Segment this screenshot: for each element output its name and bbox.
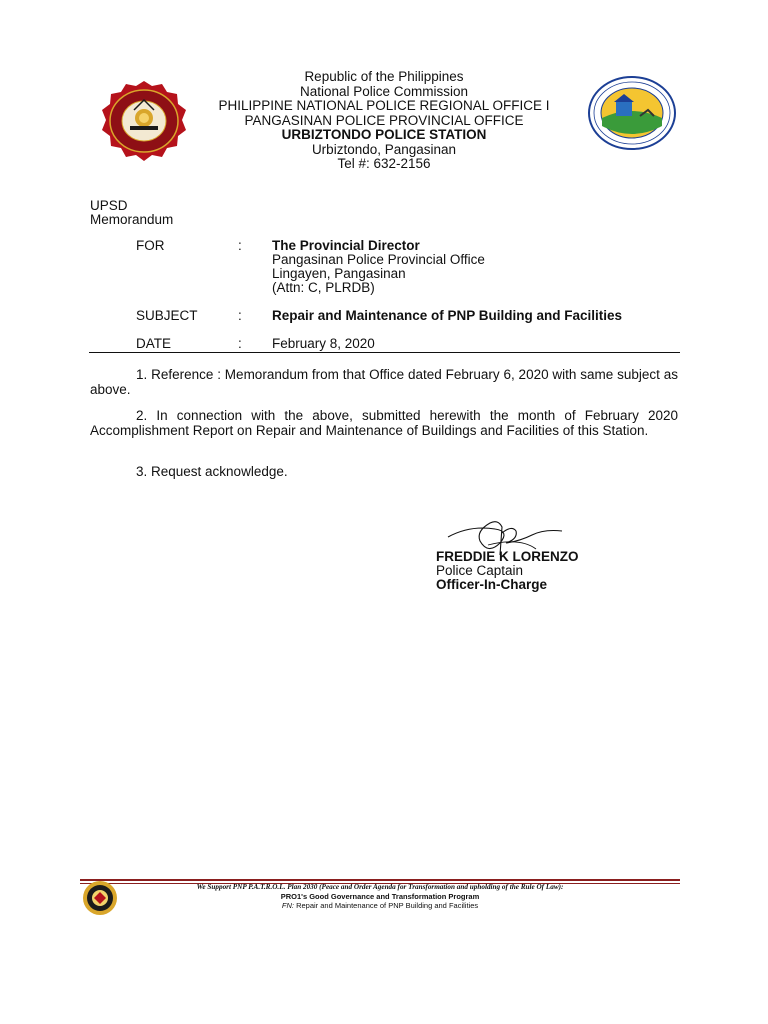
urbiztondo-police-station-seal-icon xyxy=(588,76,676,150)
letterhead-napolcom: National Police Commission xyxy=(299,83,469,99)
subject-colon: : xyxy=(238,308,242,323)
date-label: DATE xyxy=(136,336,172,351)
letterhead-telephone: Tel #: 632-2156 xyxy=(337,156,431,171)
addressee-location: Lingayen, Pangasinan xyxy=(272,266,406,281)
footer-patrol-plan: We Support PNP P.A.T.R.O.L. Plan 2030 (Peace and Order Agenda for Transformation and upholding of the Rule Of Law): xyxy=(196,883,564,891)
letterhead-station: URBIZTONDO POLICE STATION xyxy=(281,127,487,142)
letterhead-republic: Republic of the Philippines xyxy=(304,69,464,84)
body-paragraph-2: 2. In connection with the above, submitted herewith the month of February 2020 Accomplishment Report on Repair and Maintenance of Buildings and Facilities of this Station. xyxy=(90,408,678,438)
header-divider xyxy=(89,352,680,353)
addressee-office: Pangasinan Police Provincial Office xyxy=(272,252,485,267)
date-value: February 8, 2020 xyxy=(272,336,375,351)
footer-rule-top xyxy=(80,879,680,881)
subject-value: Repair and Maintenance of PNP Building and Facilities xyxy=(272,308,623,323)
letterhead-regional-office: PHILIPPINE NATIONAL POLICE REGIONAL OFFICE I xyxy=(218,98,550,113)
subject-label: SUBJECT xyxy=(136,308,198,323)
date-colon: : xyxy=(238,336,242,351)
footer-filename xyxy=(120,901,640,910)
footer-fn-value: Repair and Maintenance of PNP Building and Facilities xyxy=(296,901,479,910)
footer-fn-label: FN: xyxy=(281,901,294,910)
for-label: FOR xyxy=(136,238,165,253)
pro1-seal-icon xyxy=(82,880,118,916)
letterhead-address: Urbiztondo, Pangasinan xyxy=(311,141,457,157)
memo-type: Memorandum xyxy=(90,212,174,227)
body-paragraph-3: 3. Request acknowledge. xyxy=(136,464,288,479)
signatory-position: Officer-In-Charge xyxy=(436,577,548,592)
addressee-attention: (Attn: C, PLRDB) xyxy=(272,280,375,295)
letterhead-provincial-office: PANGASINAN POLICE PROVINCIAL OFFICE xyxy=(244,112,524,128)
addressee-name: The Provincial Director xyxy=(272,238,420,253)
for-colon: : xyxy=(238,238,242,253)
body-paragraph-1: 1. Reference : Memorandum from that Office dated February 6, 2020 with same subject as above. xyxy=(90,367,678,397)
signatory-name: FREDDIE K LORENZO xyxy=(436,549,579,564)
memo-office: UPSD xyxy=(90,198,128,213)
signatory-rank: Police Captain xyxy=(436,563,524,578)
footer-program: PRO1's Good Governance and Transformation Program xyxy=(280,892,480,901)
